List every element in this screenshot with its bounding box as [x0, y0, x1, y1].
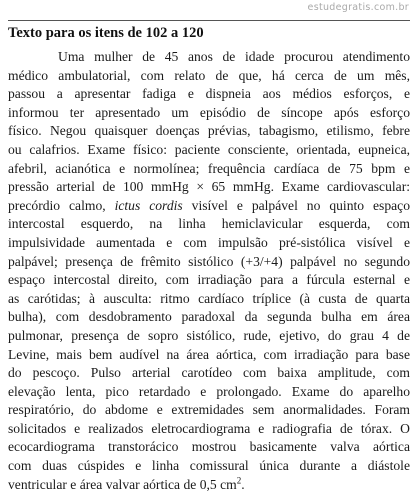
passage-line: intercostal esquerdo, na linha hemiclavicular esquerda, com — [8, 216, 410, 232]
section-title: Texto para os itens de 102 a 120 — [8, 25, 204, 41]
passage-segment: . — [241, 476, 245, 492]
passage-line: com duas cúspides e linha comissural única durante a diástole — [8, 458, 410, 474]
passage-line: médico ambulatorial, com relato de que, há cerca de um mês, — [8, 67, 410, 83]
passage-segment: precórdio calmo, — [8, 197, 106, 213]
passage-line: passou a apresentar fadiga e dispneia aos médios esforços, e — [8, 86, 410, 102]
passage-line: físico. Negou quaisquer doenças prévias, tabagismo, etilismo, febre — [8, 123, 410, 139]
section-divider — [8, 20, 410, 21]
passage-line: solicitados e realizados eletrocardiograma e radiografia de tórax. O — [8, 420, 410, 436]
passage-line: impulsividade aumentada e com impulsão pré-sistólica visível e — [8, 234, 410, 250]
passage-line: elevação lenta, pico retardado e prolongado. Exame do aparelho — [8, 383, 410, 399]
passage-line: Levine, mais bem audível na área aórtica, com irradiação para base — [8, 346, 410, 362]
passage-line: do pescoço. Pulso arterial carotídeo com baixa amplitude, com — [8, 365, 410, 381]
passage-italic-term: ictus cordis — [114, 197, 183, 213]
passage-text — [8, 48, 410, 494]
passage-line: ou calafrios. Exame físico: paciente consciente, orientada, eupneica, — [8, 141, 410, 157]
passage-line: pulmonar, presença de sopro sistólico, rude, ejetivo, do grau 4 de — [8, 327, 410, 343]
passage-segment: ventricular e área valvar aórtica de 0,5 cm — [8, 476, 237, 492]
passage-line: ecocardiograma transtorácico mostrou basicamente valva aórtica — [8, 439, 410, 455]
passage-line: palpável; presença de frêmito sistólico (+3/+4) palpável no segundo — [8, 253, 410, 269]
passage-line: respiratório, do abdome e extremidades sem anormalidades. Foram — [8, 402, 410, 418]
passage-line: informou ter apresentado um episódio de síncope após esforço — [8, 104, 410, 120]
superscript-exponent: 2 — [236, 475, 242, 486]
passage-segment: visível e palpável no quinto espaço — [191, 197, 411, 213]
passage-line: afebril, acianótica e normolínea; frequência cardíaca de 75 bpm e — [8, 160, 410, 176]
passage-line: espaço intercostal direito, com irradiação para a fúrcula esternal e — [8, 272, 410, 288]
passage-line: bulha), com desdobramento paradoxal da segunda bulha em área — [8, 309, 410, 325]
site-watermark: estudegratis.com.br — [307, 2, 409, 13]
passage-line: as carótidas; à ausculta: ritmo cardíaco tríplice (à custa de quarta — [8, 290, 410, 306]
passage-line: Uma mulher de 45 anos de idade procurou atendimento — [58, 49, 410, 64]
passage-line: pressão arterial de 100 mmHg × 65 mmHg. Exame cardiovascular: — [8, 179, 410, 195]
passage-line — [8, 197, 410, 216]
